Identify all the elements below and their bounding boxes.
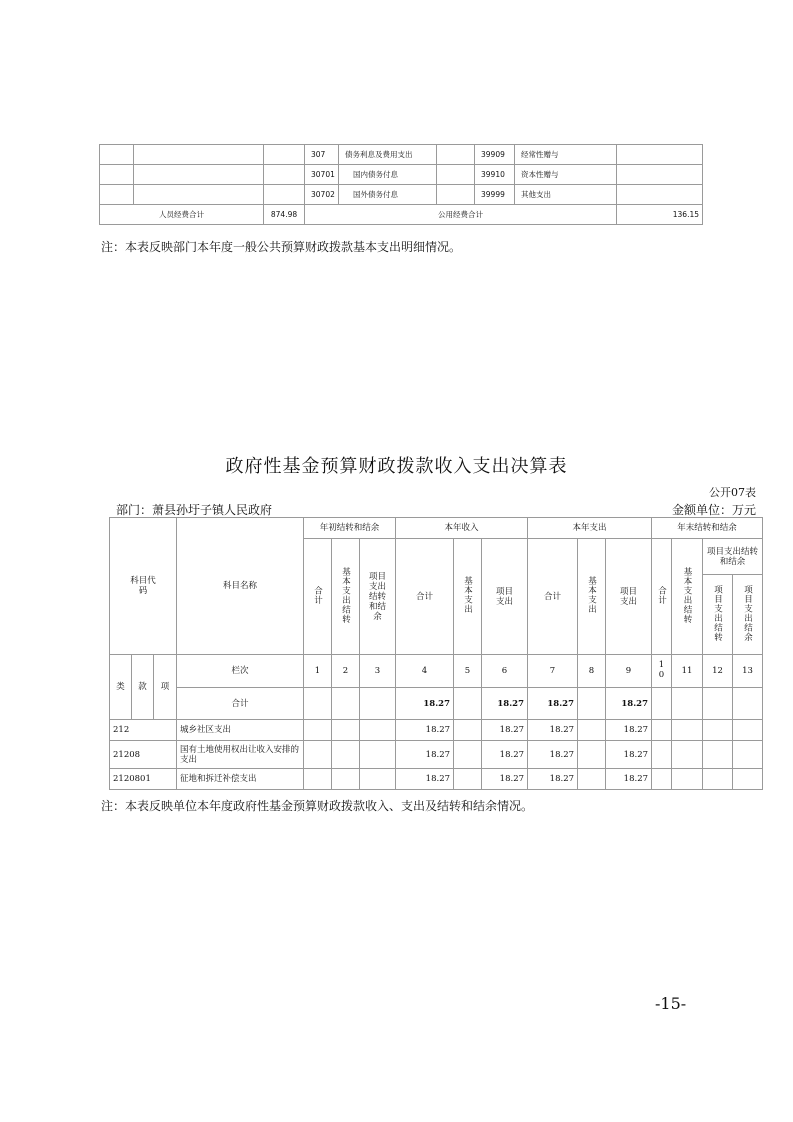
g1-header: 年初结转和结余 xyxy=(304,518,396,539)
sum-value xyxy=(733,688,763,720)
sum-value: 18.27 xyxy=(528,688,578,720)
table1-cell: 30702 xyxy=(305,185,339,205)
table1-cell: 国外债务付息 xyxy=(339,185,437,205)
table1-cell xyxy=(134,145,264,165)
table1-cell xyxy=(264,165,305,185)
table1-total-row xyxy=(100,205,703,225)
table1-row xyxy=(100,145,703,165)
expense-detail-table xyxy=(99,144,703,225)
xiang-header: 项 xyxy=(154,655,177,720)
g1-total-header: 合计 xyxy=(304,539,332,655)
amount-cell xyxy=(304,720,332,741)
table1-cell xyxy=(617,145,703,165)
col-num: 11 xyxy=(672,655,703,688)
table2-row xyxy=(110,769,763,790)
table1-cell xyxy=(437,185,475,205)
amount-cell xyxy=(454,769,482,790)
amount-cell: 18.27 xyxy=(482,720,528,741)
g3-total-header: 合计 xyxy=(528,539,578,655)
amount-cell xyxy=(652,741,672,769)
amount-cell: 18.27 xyxy=(482,741,528,769)
subject-name: 城乡社区支出 xyxy=(177,720,304,741)
amount-cell xyxy=(332,741,360,769)
g1-project-header: 项目支出结转和结余 xyxy=(360,539,396,655)
subject-name: 征地和拆迁补偿支出 xyxy=(177,769,304,790)
table1-cell xyxy=(617,165,703,185)
public-total-value: 136.15 xyxy=(617,205,703,225)
personnel-total-label: 人员经费合计 xyxy=(100,205,264,225)
g4-total-header: 合计 xyxy=(652,539,672,655)
sum-value: 18.27 xyxy=(396,688,454,720)
amount-cell xyxy=(733,741,763,769)
g2-basic-header: 基本支出 xyxy=(454,539,482,655)
amount-cell xyxy=(360,720,396,741)
sum-value: 18.27 xyxy=(482,688,528,720)
amount-cell xyxy=(733,769,763,790)
table2-code: 公开07表 xyxy=(709,486,756,499)
table1-cell: 39910 xyxy=(475,165,515,185)
amount-cell xyxy=(672,741,703,769)
amount-cell: 18.27 xyxy=(528,720,578,741)
amount-cell xyxy=(703,769,733,790)
table1-cell: 国内债务付息 xyxy=(339,165,437,185)
amount-cell xyxy=(733,720,763,741)
col-num: 1 xyxy=(304,655,332,688)
amount-cell xyxy=(360,741,396,769)
fund-budget-table xyxy=(109,517,763,790)
page-number: -15- xyxy=(655,994,687,1013)
sum-value xyxy=(578,688,606,720)
table2-row xyxy=(110,720,763,741)
table1-cell xyxy=(134,165,264,185)
public-total-label: 公用经费合计 xyxy=(305,205,617,225)
sum-value xyxy=(652,688,672,720)
table1-row xyxy=(100,165,703,185)
col-num: 5 xyxy=(454,655,482,688)
subject-name-header: 科目名称 xyxy=(177,518,304,655)
amount-cell xyxy=(672,769,703,790)
g2-header: 本年收入 xyxy=(396,518,528,539)
sum-label: 合计 xyxy=(177,688,304,720)
sum-value xyxy=(703,688,733,720)
kuan-header: 款 xyxy=(132,655,154,720)
amount-cell xyxy=(304,769,332,790)
table1-cell xyxy=(437,165,475,185)
col-num: 9 xyxy=(606,655,652,688)
subject-code: 212 xyxy=(110,720,177,741)
g4-basic-header: 基本支出结转 xyxy=(672,539,703,655)
table1-cell: 39999 xyxy=(475,185,515,205)
g2-total-header: 合计 xyxy=(396,539,454,655)
col-num: 4 xyxy=(396,655,454,688)
amount-cell: 18.27 xyxy=(606,769,652,790)
table1-cell: 39909 xyxy=(475,145,515,165)
amount-cell: 18.27 xyxy=(528,769,578,790)
personnel-total-value: 874.98 xyxy=(264,205,305,225)
g3-header: 本年支出 xyxy=(528,518,652,539)
subject-code: 2120801 xyxy=(110,769,177,790)
table2-title: 政府性基金预算财政拨款收入支出决算表 xyxy=(225,456,568,477)
table1-note: 注：本表反映部门本年度一般公共预算财政拨款基本支出明细情况。 xyxy=(101,240,462,254)
department-label: 部门：萧县孙圩子镇人民政府 xyxy=(116,503,273,517)
amount-cell xyxy=(578,769,606,790)
g4-proj-bal-header: 项目支出结余 xyxy=(733,575,763,655)
lei-header: 类 xyxy=(110,655,132,720)
col-num: 12 xyxy=(703,655,733,688)
g3-basic-header: 基本支出 xyxy=(578,539,606,655)
amount-cell: 18.27 xyxy=(396,769,454,790)
table2-note: 注：本表反映单位本年度政府性基金预算财政拨款收入、支出及结转和结余情况。 xyxy=(101,799,534,813)
table1-cell: 资本性赠与 xyxy=(515,165,617,185)
table1-cell: 经常性赠与 xyxy=(515,145,617,165)
amount-cell xyxy=(578,720,606,741)
g4-project-header: 项目支出结转和结余 xyxy=(703,539,763,575)
sum-value xyxy=(304,688,332,720)
table1-cell xyxy=(100,145,134,165)
subject-name: 国有土地使用权出让收入安排的支出 xyxy=(177,741,304,769)
subject-code: 21208 xyxy=(110,741,177,769)
subject-code-header: 科目代码 xyxy=(110,518,177,655)
col-num: 7 xyxy=(528,655,578,688)
table1-cell: 其他支出 xyxy=(515,185,617,205)
amount-cell xyxy=(304,741,332,769)
col-num: 3 xyxy=(360,655,396,688)
sum-value: 18.27 xyxy=(606,688,652,720)
amount-cell xyxy=(332,720,360,741)
table1-cell xyxy=(264,185,305,205)
g4-header: 年末结转和结余 xyxy=(652,518,763,539)
g4-proj-cf-header: 项目支出结转 xyxy=(703,575,733,655)
amount-cell: 18.27 xyxy=(396,720,454,741)
amount-cell: 18.27 xyxy=(606,741,652,769)
amount-cell xyxy=(454,720,482,741)
amount-cell: 18.27 xyxy=(396,741,454,769)
amount-cell xyxy=(652,720,672,741)
amount-cell xyxy=(703,720,733,741)
sum-value xyxy=(454,688,482,720)
sum-value xyxy=(360,688,396,720)
col-num: 10 xyxy=(652,655,672,688)
amount-cell xyxy=(332,769,360,790)
sum-row xyxy=(110,688,763,720)
table1-cell: 债务利息及费用支出 xyxy=(339,145,437,165)
table1-cell xyxy=(100,165,134,185)
col-num: 8 xyxy=(578,655,606,688)
amount-cell xyxy=(672,720,703,741)
amount-cell: 18.27 xyxy=(606,720,652,741)
amount-cell xyxy=(652,769,672,790)
amount-cell xyxy=(454,741,482,769)
column-number-row xyxy=(110,655,763,688)
table1-row xyxy=(100,185,703,205)
g2-project-header: 项目支出 xyxy=(482,539,528,655)
table1-cell xyxy=(437,145,475,165)
table1-cell xyxy=(264,145,305,165)
table1-cell: 30701 xyxy=(305,165,339,185)
amount-cell: 18.27 xyxy=(482,769,528,790)
table1-cell xyxy=(100,185,134,205)
sum-value xyxy=(332,688,360,720)
table2-row xyxy=(110,741,763,769)
col-num: 6 xyxy=(482,655,528,688)
amount-cell: 18.27 xyxy=(528,741,578,769)
amount-unit: 金额单位：万元 xyxy=(671,503,756,517)
table1-cell: 307 xyxy=(305,145,339,165)
g3-project-header: 项目支出 xyxy=(606,539,652,655)
table1-cell xyxy=(134,185,264,205)
table1-cell xyxy=(617,185,703,205)
col-num: 13 xyxy=(733,655,763,688)
sum-value xyxy=(672,688,703,720)
amount-cell xyxy=(578,741,606,769)
amount-cell xyxy=(360,769,396,790)
header-row-1 xyxy=(110,518,763,539)
col-num: 2 xyxy=(332,655,360,688)
amount-cell xyxy=(703,741,733,769)
g1-basic-header: 基本支出结转 xyxy=(332,539,360,655)
lanci-label: 栏次 xyxy=(177,655,304,688)
